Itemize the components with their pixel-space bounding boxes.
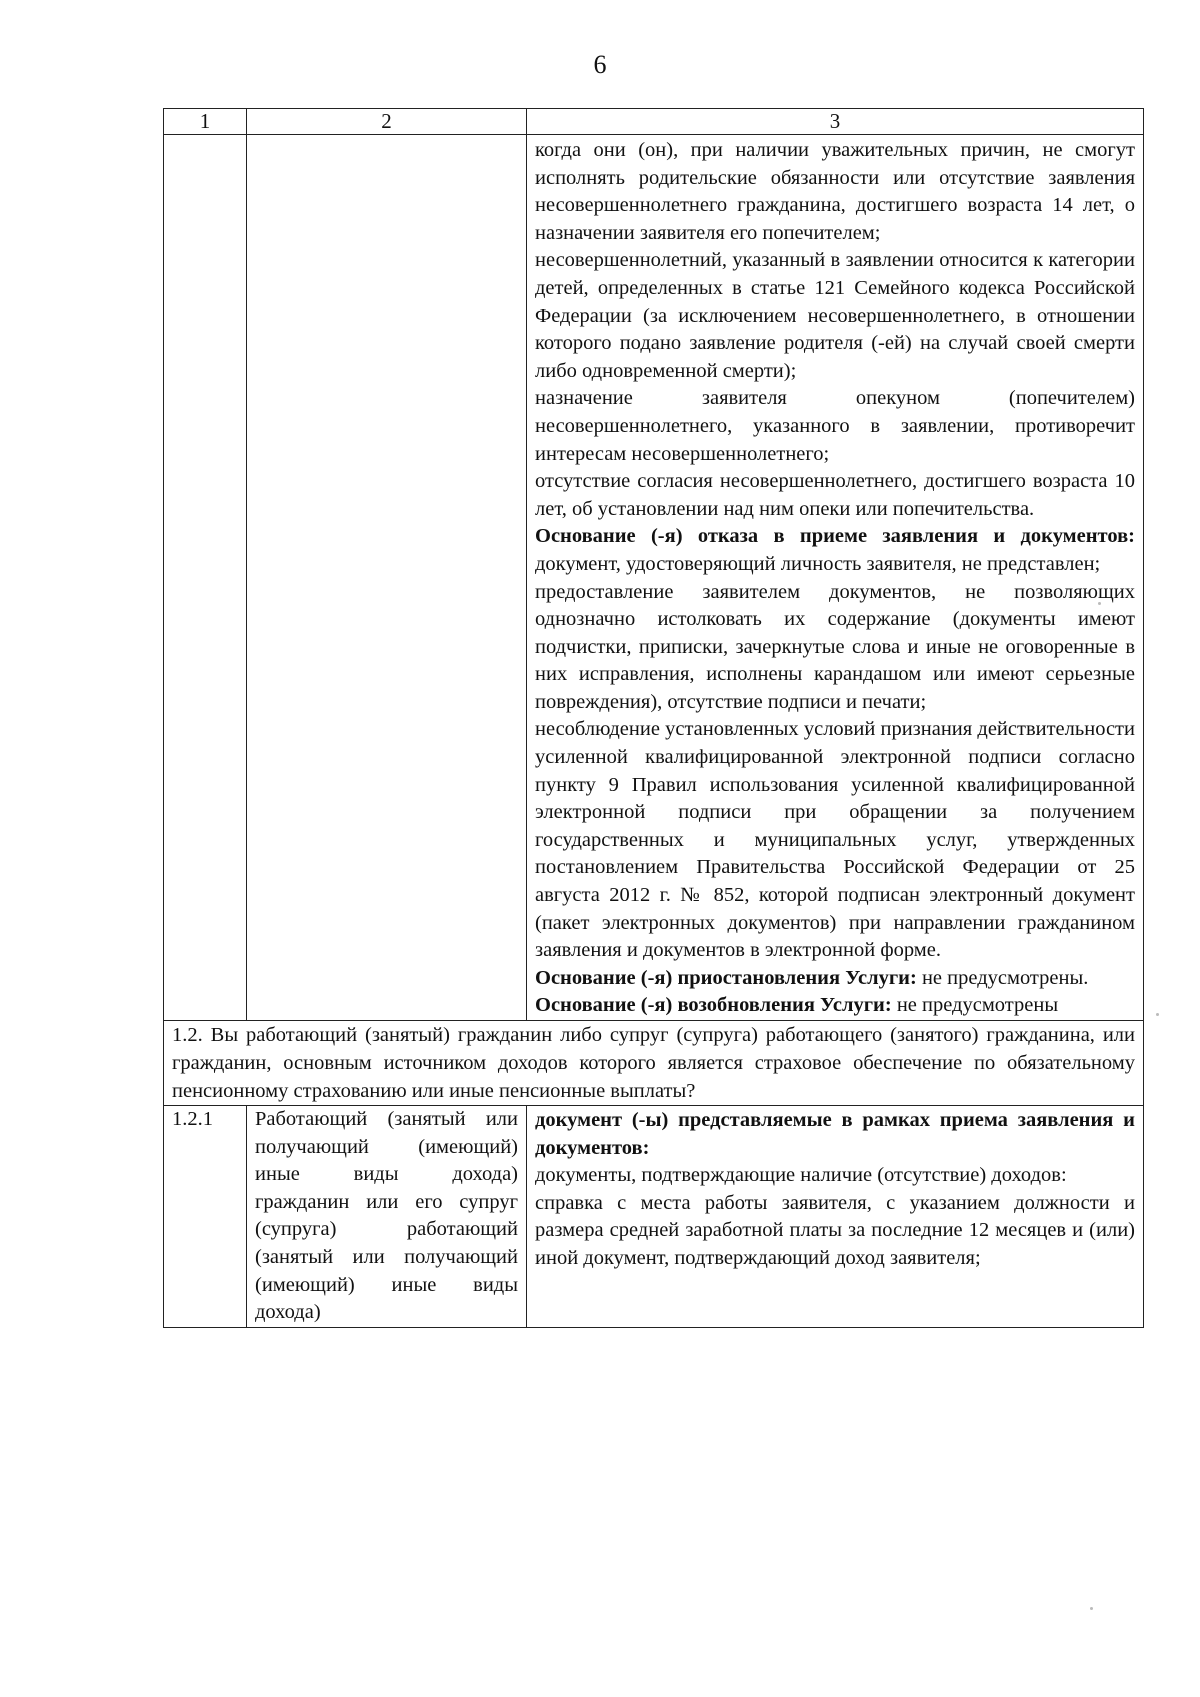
applicant-category: Работающий (занятый или получающий (имеющий) иные виды дохода) гражданин или его супруг (супруга) работающий (занятый или получающий (имеющий) иные виды дохода) <box>247 1106 527 1328</box>
refusal-block <box>535 523 1135 578</box>
page-number: 6 <box>593 50 607 79</box>
scan-speck <box>1090 1607 1093 1610</box>
refusal-paragraph: несоблюдение установленных условий признания действительности усиленной квалифицированной электронной подписи согласно пункту 9 Правил использования усиленной квалифицированной электронной подписи при обращении за получением государственных и муниципальных услуг, утвержденных постановлением Правительства Российской Федерации от 25 августа 2012 г. № 852, которой подписан электронный документ (пакет электронных документов) при направлении гражданином заявления и документов в электронной форме. <box>535 718 1135 962</box>
section-1-2-question: 1.2. Вы работающий (занятый) гражданин либо супруг (супруга) работающего (занятого) гражданина, или гражданин, основным источником доходов которого является страховое обеспечение по обязательному пенсионному страхованию или иные пенсионные выплаты? <box>164 1021 1144 1106</box>
header-col-1: 1 <box>164 109 247 135</box>
grounds-paragraph: отсутствие согласия несовершеннолетнего, достигшего возраста 10 лет, об установлении над ним опеки или попечительства. <box>535 470 1135 520</box>
services-table <box>163 108 1144 1328</box>
table-header-row <box>164 109 1144 135</box>
refusal-paragraph: предоставление заявителем документов, не позволяющих однозначно истолковать их содержание (документы имеют подчистки, приписки, зачеркнутые слова и иные не оговоренные в них исправления, исполнены карандашом или имеют серьезные повреждения), отсутствие подписи и печати; <box>535 580 1135 713</box>
refusal-heading: Основание (-я) отказа в приеме заявления и документов: <box>535 525 1135 548</box>
row1-col1 <box>164 135 247 1021</box>
table-row-continued <box>164 135 1144 1021</box>
resumption-heading: Основание (-я) возобновления Услуги: <box>535 994 892 1017</box>
row1-col2 <box>247 135 527 1021</box>
header-col-2: 2 <box>247 109 527 135</box>
suspension-text: не предусмотрены. <box>921 966 1089 989</box>
grounds-paragraph: когда они (он), при наличии уважительных причин, не смогут исполнять родительские обязанности или отсутствие заявления несовершеннолетнего гражданина, достигшего возраста 14 лет, о назначении заявителя его попечителем; <box>535 139 1135 244</box>
row-number: 1.2.1 <box>164 1106 247 1328</box>
documents-heading: документ (-ы) представляемые в рамках приема заявления и документов: <box>535 1109 1135 1159</box>
row1-col3 <box>527 135 1144 1021</box>
table-row <box>164 1106 1144 1328</box>
grounds-paragraph: несовершеннолетний, указанный в заявлении относится к категории детей, определенных в статье 121 Семейного кодекса Российской Федерации (за исключением несовершеннолетнего, в отношении которого подано заявление родителя (-ей) на случай своей смерти либо одновременной смерти); <box>535 249 1135 382</box>
header-col-3: 3 <box>527 109 1144 135</box>
resumption-block <box>535 992 1135 1020</box>
documents-cell <box>527 1106 1144 1328</box>
documents-paragraph: справка с места работы заявителя, с указанием должности и размера средней заработной платы за последние 12 месяцев и (или) иной документ, подтверждающий доход заявителя; <box>535 1191 1135 1269</box>
section-row <box>164 1021 1144 1106</box>
suspension-heading: Основание (-я) приостановления Услуги: <box>535 966 917 989</box>
suspension-block <box>535 965 1135 993</box>
resumption-text: не предусмотрены <box>896 994 1059 1017</box>
grounds-paragraph: назначение заявителя опекуном (попечителем) несовершеннолетнего, указанного в заявлении, противоречит интересам несовершеннолетнего; <box>535 387 1135 465</box>
scan-speck <box>1098 602 1101 605</box>
scan-speck <box>1156 1013 1159 1016</box>
refusal-paragraph: документ, удостоверяющий личность заявителя, не представлен; <box>535 552 1101 575</box>
documents-paragraph: документы, подтверждающие наличие (отсутствие) доходов: <box>535 1164 1067 1187</box>
